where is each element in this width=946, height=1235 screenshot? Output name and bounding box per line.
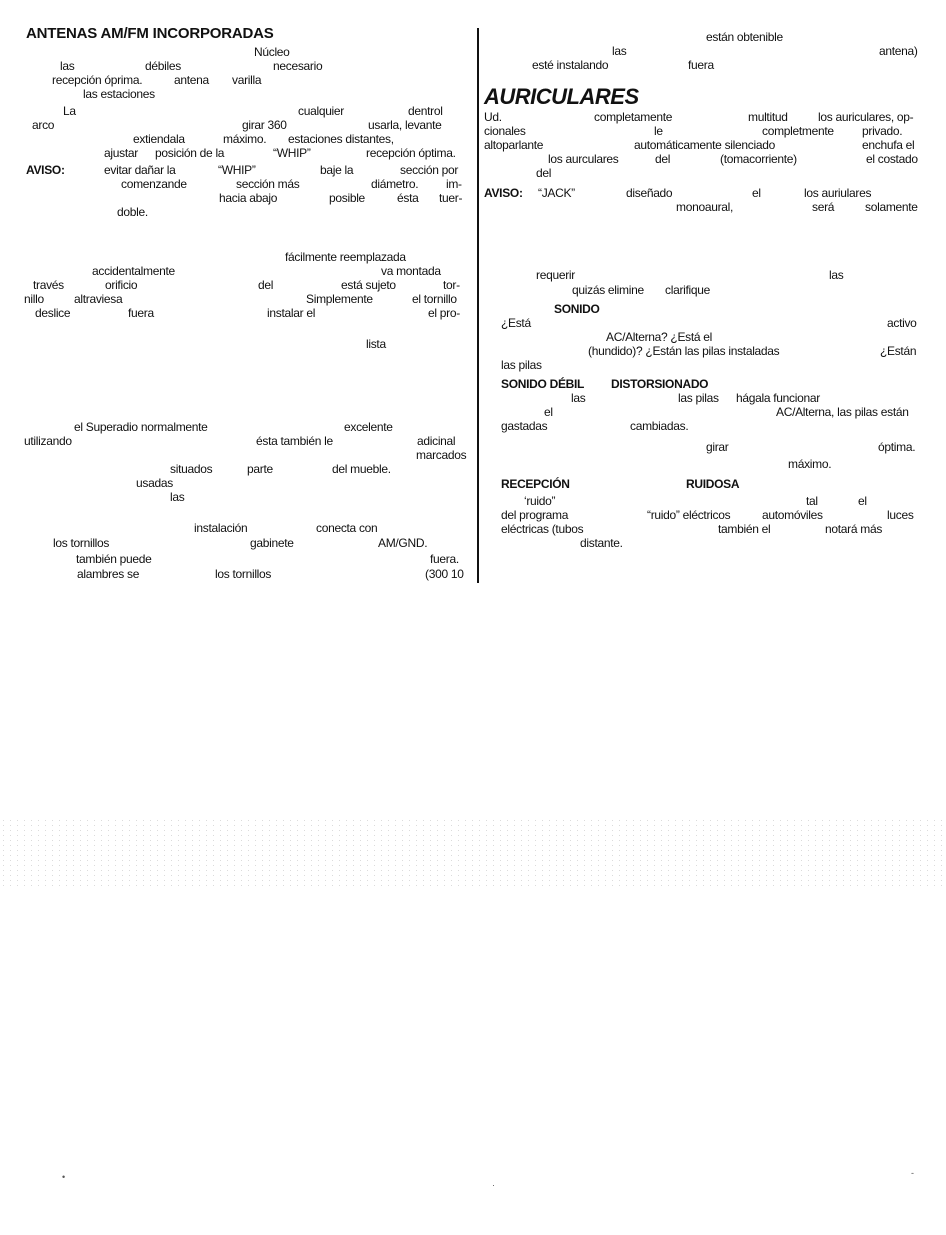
- word: completamente: [594, 110, 673, 124]
- word: ésta: [397, 191, 419, 205]
- word: girar 360: [242, 118, 287, 132]
- word: Simplemente: [306, 292, 373, 306]
- word: ajustar: [104, 146, 138, 160]
- word: del: [536, 166, 552, 180]
- word: nillo: [24, 292, 44, 306]
- word: varilla: [232, 73, 262, 87]
- word: también puede: [76, 552, 152, 566]
- word: las: [170, 490, 185, 504]
- scan-speck: -: [911, 1168, 914, 1178]
- word: privado.: [862, 124, 903, 138]
- word: las: [571, 391, 586, 405]
- word: baje la: [320, 163, 354, 177]
- word: también el: [718, 522, 771, 536]
- word: solamente: [865, 200, 918, 214]
- word: AC/Alterna, las pilas están: [776, 405, 909, 419]
- word: los auriculares, op-: [818, 110, 914, 124]
- word: excelente: [344, 420, 393, 434]
- word: estaciones distantes,: [288, 132, 394, 146]
- word: cionales: [484, 124, 526, 138]
- word: del programa: [501, 508, 569, 522]
- word: gabinete: [250, 536, 294, 550]
- subheading-sonido-debil: SONIDO DÉBIL: [501, 377, 585, 391]
- word: situados: [170, 462, 213, 476]
- word: posible: [329, 191, 365, 205]
- word: evitar dañar la: [104, 163, 176, 177]
- word: orificio: [105, 278, 138, 292]
- word: quizás elimine: [572, 283, 644, 297]
- word: través: [33, 278, 64, 292]
- word: del: [655, 152, 671, 166]
- word: usadas: [136, 476, 173, 490]
- word: notará más: [825, 522, 883, 536]
- word: el costado: [866, 152, 918, 166]
- word: deslice: [35, 306, 71, 320]
- word: doble.: [117, 205, 148, 219]
- word: automáticamente silenciado: [634, 138, 775, 152]
- word: recepción óprima.: [52, 73, 143, 87]
- word: máximo.: [223, 132, 267, 146]
- word: tal: [806, 494, 818, 508]
- scan-noise-band: [0, 818, 946, 888]
- word: lista: [366, 337, 386, 351]
- word: los auriulares: [804, 186, 872, 200]
- word: recepción óptima.: [366, 146, 456, 160]
- word: altoparlante: [484, 138, 544, 152]
- word: el: [858, 494, 867, 508]
- word: fácilmente reemplazada: [285, 250, 406, 264]
- word: las pilas: [678, 391, 719, 405]
- word: fuera: [688, 58, 714, 72]
- word: será: [812, 200, 835, 214]
- word: ¿Están: [880, 344, 917, 358]
- word: “JACK”: [538, 186, 575, 200]
- word: ¿Está: [501, 316, 531, 330]
- word: usarla, levante: [368, 118, 442, 132]
- word: activo: [887, 316, 917, 330]
- subheading-sonido: SONIDO: [554, 302, 600, 316]
- word: el pro-: [428, 306, 460, 320]
- word: “WHIP”: [273, 146, 311, 160]
- word: el Superadio normalmente: [74, 420, 208, 434]
- word: accidentalmente: [92, 264, 175, 278]
- aviso-label: AVISO:: [484, 186, 523, 200]
- word: utilizando: [24, 434, 72, 448]
- word: clarifique: [665, 283, 711, 297]
- word: esté instalando: [532, 58, 609, 72]
- word: girar: [706, 440, 729, 454]
- word: le: [654, 124, 663, 138]
- word: parte: [247, 462, 273, 476]
- word: AC/Alterna? ¿Está el: [606, 330, 713, 344]
- word: las pilas: [501, 358, 542, 372]
- word: extiendala: [133, 132, 185, 146]
- word: arco: [32, 118, 55, 132]
- word: instalación: [194, 521, 248, 535]
- word: completmente: [762, 124, 834, 138]
- word: ésta también le: [256, 434, 333, 448]
- word: (300 10: [425, 567, 464, 581]
- word: va montada: [381, 264, 441, 278]
- word: antena): [879, 44, 918, 58]
- word: Ud.: [484, 110, 502, 124]
- word: eléctricas (tubos: [501, 522, 584, 536]
- word: automóviles: [762, 508, 823, 522]
- word: luces: [887, 508, 914, 522]
- word: multitud: [748, 110, 788, 124]
- word: antena: [174, 73, 209, 87]
- word: cambiadas.: [630, 419, 689, 433]
- subheading-ruidosa: RUIDOSA: [686, 477, 740, 491]
- word: fuera: [128, 306, 154, 320]
- subheading-distorsionado: DISTORSIONADO: [611, 377, 709, 391]
- word: las: [612, 44, 627, 58]
- word: los aurculares: [548, 152, 619, 166]
- word: sección por: [400, 163, 459, 177]
- word: máximo.: [788, 457, 832, 471]
- section-title-auriculares: AURICULARES: [484, 84, 639, 109]
- word: ‘ruido”: [524, 494, 556, 508]
- scan-speck: •: [62, 1172, 66, 1182]
- word: distante.: [580, 536, 623, 550]
- scan-speck: ·: [492, 1180, 495, 1190]
- word: altraviesa: [74, 292, 123, 306]
- word: dentrol: [408, 104, 443, 118]
- word: sección más: [236, 177, 300, 191]
- word: el: [544, 405, 553, 419]
- word: débiles: [145, 59, 181, 73]
- section-title-antenas: ANTENAS AM/FM INCORPORADAS: [26, 25, 274, 42]
- word: marcados: [416, 448, 467, 462]
- word: están obtenible: [706, 30, 783, 44]
- word: el tornillo: [412, 292, 457, 306]
- word: (tomacorriente): [720, 152, 797, 166]
- word: conecta con: [316, 521, 378, 535]
- word: las: [60, 59, 75, 73]
- word: diámetro.: [371, 177, 419, 191]
- word: del mueble.: [332, 462, 391, 476]
- word: del: [258, 278, 274, 292]
- aviso-label: AVISO:: [26, 163, 65, 177]
- word: “ruido” eléctricos: [647, 508, 731, 522]
- word: los tornillos: [53, 536, 110, 550]
- word: La: [63, 104, 76, 118]
- word: posición de la: [155, 146, 225, 160]
- word: instalar el: [267, 306, 316, 320]
- word: enchufa el: [862, 138, 915, 152]
- word: AM/GND.: [378, 536, 428, 550]
- word: adicinal: [417, 434, 456, 448]
- word: alambres se: [77, 567, 140, 581]
- column-divider: [477, 28, 479, 583]
- word: está sujeto: [341, 278, 396, 292]
- word: el: [752, 186, 761, 200]
- word: im-: [446, 177, 462, 191]
- word: hacia abajo: [219, 191, 278, 205]
- word: óptima.: [878, 440, 916, 454]
- word: gastadas: [501, 419, 548, 433]
- word: requerir: [536, 268, 575, 282]
- word: las: [829, 268, 844, 282]
- word: tuer-: [439, 191, 463, 205]
- word: monoaural,: [676, 200, 734, 214]
- word: fuera.: [430, 552, 459, 566]
- word: Núcleo: [254, 45, 290, 59]
- word: cualquier: [298, 104, 344, 118]
- word: comenzande: [121, 177, 187, 191]
- word: diseñado: [626, 186, 673, 200]
- word: los tornillos: [215, 567, 272, 581]
- word: “WHIP”: [218, 163, 256, 177]
- word: necesario: [273, 59, 323, 73]
- word: (hundido)? ¿Están las pilas instaladas: [588, 344, 780, 358]
- word: las estaciones: [83, 87, 155, 101]
- word: hágala funcionar: [736, 391, 820, 405]
- word: tor-: [443, 278, 460, 292]
- subheading-recepcion: RECEPCIÓN: [501, 477, 570, 491]
